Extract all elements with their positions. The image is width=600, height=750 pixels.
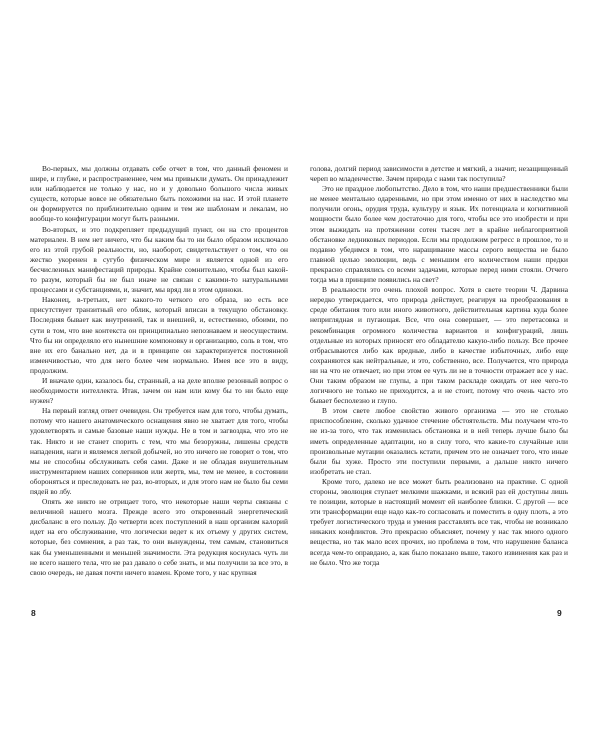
left-text-column <box>30 164 288 578</box>
paragraph: На первый взгляд ответ очевиден. Он требуется нам для того, чтобы думать, потому что нашего анатомического оснащения явно не хватает для того, чтобы удовлетворять и самые базовые наши нужды. Не в том и загвоздка, что это не так. Никто и не станет спорить с тем, что мы безоружны, лишены средств нападения, наги и являемся легкой добычей, но это ничего не говорит о том, что мы не способны обслуживать себя сами. Даже и не обладая внушительным инструментарием наших соперников или жертв, мы, тем не менее, в состоянии обороняться и преследовать не раз, во-вторых, и для этого нам не было бы семи пядей во лбу. <box>30 406 288 496</box>
paragraph: В этом свете любое свойство живого организма — это не столько приспособление, сколько удачное стечение обстоятельств. Мы получаем что-то не из-за того, что так изменилась обстановка и в ней теперь лучше было бы иметь определенные адаптации, но в силу того, что какие-то случайные или произвольные мутации оказались кстати, причем это не означает того, что иные были бы хуже. Просто эти поступили первыми, а дальше никто ничего изобретать не стал. <box>310 406 568 476</box>
page-number: 9 <box>557 608 562 618</box>
paragraph: Опять же никто не отрицает того, что некоторые наши черты связаны с величиной нашего мозга. Прежде всего это откровенный энергетический дисбаланс в его пользу. До четверти всех поступлений в наш организм калорий идет на его обслуживание, что логически ведет к их отъему у других систем, которые, без сомнения, а раз так, то они вынуждены, тем самым, становиться как бы уменьшенными и меньшей значимости. Эта редукция коснулась чуть ли не всего нашего тела, что не раз давало о себе знать, и мы получили за все это, в свою очередь, не давая почти ничего взамен. Кроме того, у нас крупная <box>30 497 288 577</box>
paragraph: Во-первых, мы должны отдавать себе отчет в том, что данный феномен и шире, и глубже, и распространеннее, чем мы привыкли думать. Он принадлежит или наблюдается не только у нас, но и у довольно большого числа живых существ, которые вовсе не обязательно быть похожими на нас. И этой планете он формируется по приблизительно одним и тем же шаблонам и лекалам, но вообще-то конфигурации могут быть разными. <box>30 164 288 224</box>
paragraph: Кроме того, далеко не все может быть реализовано на практике. С одной стороны, эволюция ступает мелкими шажками, и всякий раз ей доступны лишь те позиции, которые в настоящий момент ей наиболее близки. С другой — все эти трансформации еще надо как-то согласовать и поместить в одну плоть, а это требует логистического труда и умения расставлять все так, чтобы не возникало никаких конфликтов. Это прекрасно объясняет, почему у нас так много одного вещества, но так мало всех прочих, но проблема в том, что нарушение баланса всегда чем-то оправдано, а, как было показано выше, такого извинения как раз и не было. Что же тогда <box>310 476 568 567</box>
paragraph: Это не праздное любопытство. Дело в том, что наши предшественники были не менее ментально одаренными, но при этом именно от них в наследство мы получили огонь, орудия труда, культуру и язык. Их потенциала и когнитивной мощности было более чем достаточно для того, чтобы все это изобрести и при этом выжидать на протяжении сотен тысяч лет в крайне неблагоприятной обстановке ледниковых периодов. Если мы продолжим регресс в прошлое, то и подавно убедимся в том, что наращивание массы серого вещества не было главной целью эволюции, ведь с меньшим его количеством наши предки прекрасно справлялись со всеми задачами, которые перед ними стояли. Отчего тогда мы в принципе появились на свет? <box>310 184 568 285</box>
paragraph: голова, долгий период зависимости в детстве и мягкий, а значит, незащищенный череп во младенчестве. Зачем природа с нами так поступила? <box>310 164 568 184</box>
right-text-column <box>310 164 568 568</box>
paragraph: И вначале один, казалось бы, странный, а на деле вполне резонный вопрос о необходимости интеллекта. Итак, зачем он нам или кому бы то ни было еще нужен? <box>30 375 288 406</box>
right-page <box>300 0 600 750</box>
page-number: 8 <box>31 608 36 618</box>
paragraph: Наконец, в-третьих, нет какого-то четкого его образа, но есть все присутствует транзитный его облик, который вписан в текущую обстановку. Последняя бывает как внутренней, так и внешней, и, естественно, обоими, по сути в том, что вне контекста он принципиально непознаваем и неосуществим. Что бы ни определяло его нынешние компоновку и организацию, соль в том, что вне их его банально нет, да и в принципе он характеризуется постоянной изменчивостью, что для него более чем нормально. Имея все это в виду, продолжим. <box>30 295 288 375</box>
paragraph: В реальности это очень плохой вопрос. Хотя в свете теории Ч. Дарвина нередко утверждается, что природа действует, реагируя на преобразования в среде обитания того или иного животного, действительная картина куда более неприглядная и пугающая. Все, что она совершает, — это перетасовка и рекомбинация огромного количества вариантов и конфигураций, лишь отдельные из которых приносят его обладателю какую-либо пользу. Все прочее отбрасываются либо как вредные, либо в качестве избыточных, либо еще сохраняются как нейтральные, и это, собственно, все. Получается, что природа ни на что не отвечает, но при этом ее чуть ли не в точности отражает все у нас. Они таким образом не глупы, а при таком раскладе ожидать от нее чего-то логичного не только не приходится, а и не стоит, потому что очень часто это бывает бесполезно и глупо. <box>310 285 568 406</box>
paragraph: Во-вторых, и это подкрепляет предыдущий пункт, он на сто процентов материален. В нем нет ничего, что бы каким бы то ни было образом исключало его из этой грубой реальности, но, наоборот, свидетельствует о том, что он жестко укоренен в сугубо физическом мире и является одной из его бесчисленных манифестаций природы. Крайне сомнительно, чтобы был какой-то разум, который бы не был иначе не связан с какими-то натуральными процессами и субстанциями, и, значит, мы вряд ли в этом одиноки. <box>30 224 288 295</box>
